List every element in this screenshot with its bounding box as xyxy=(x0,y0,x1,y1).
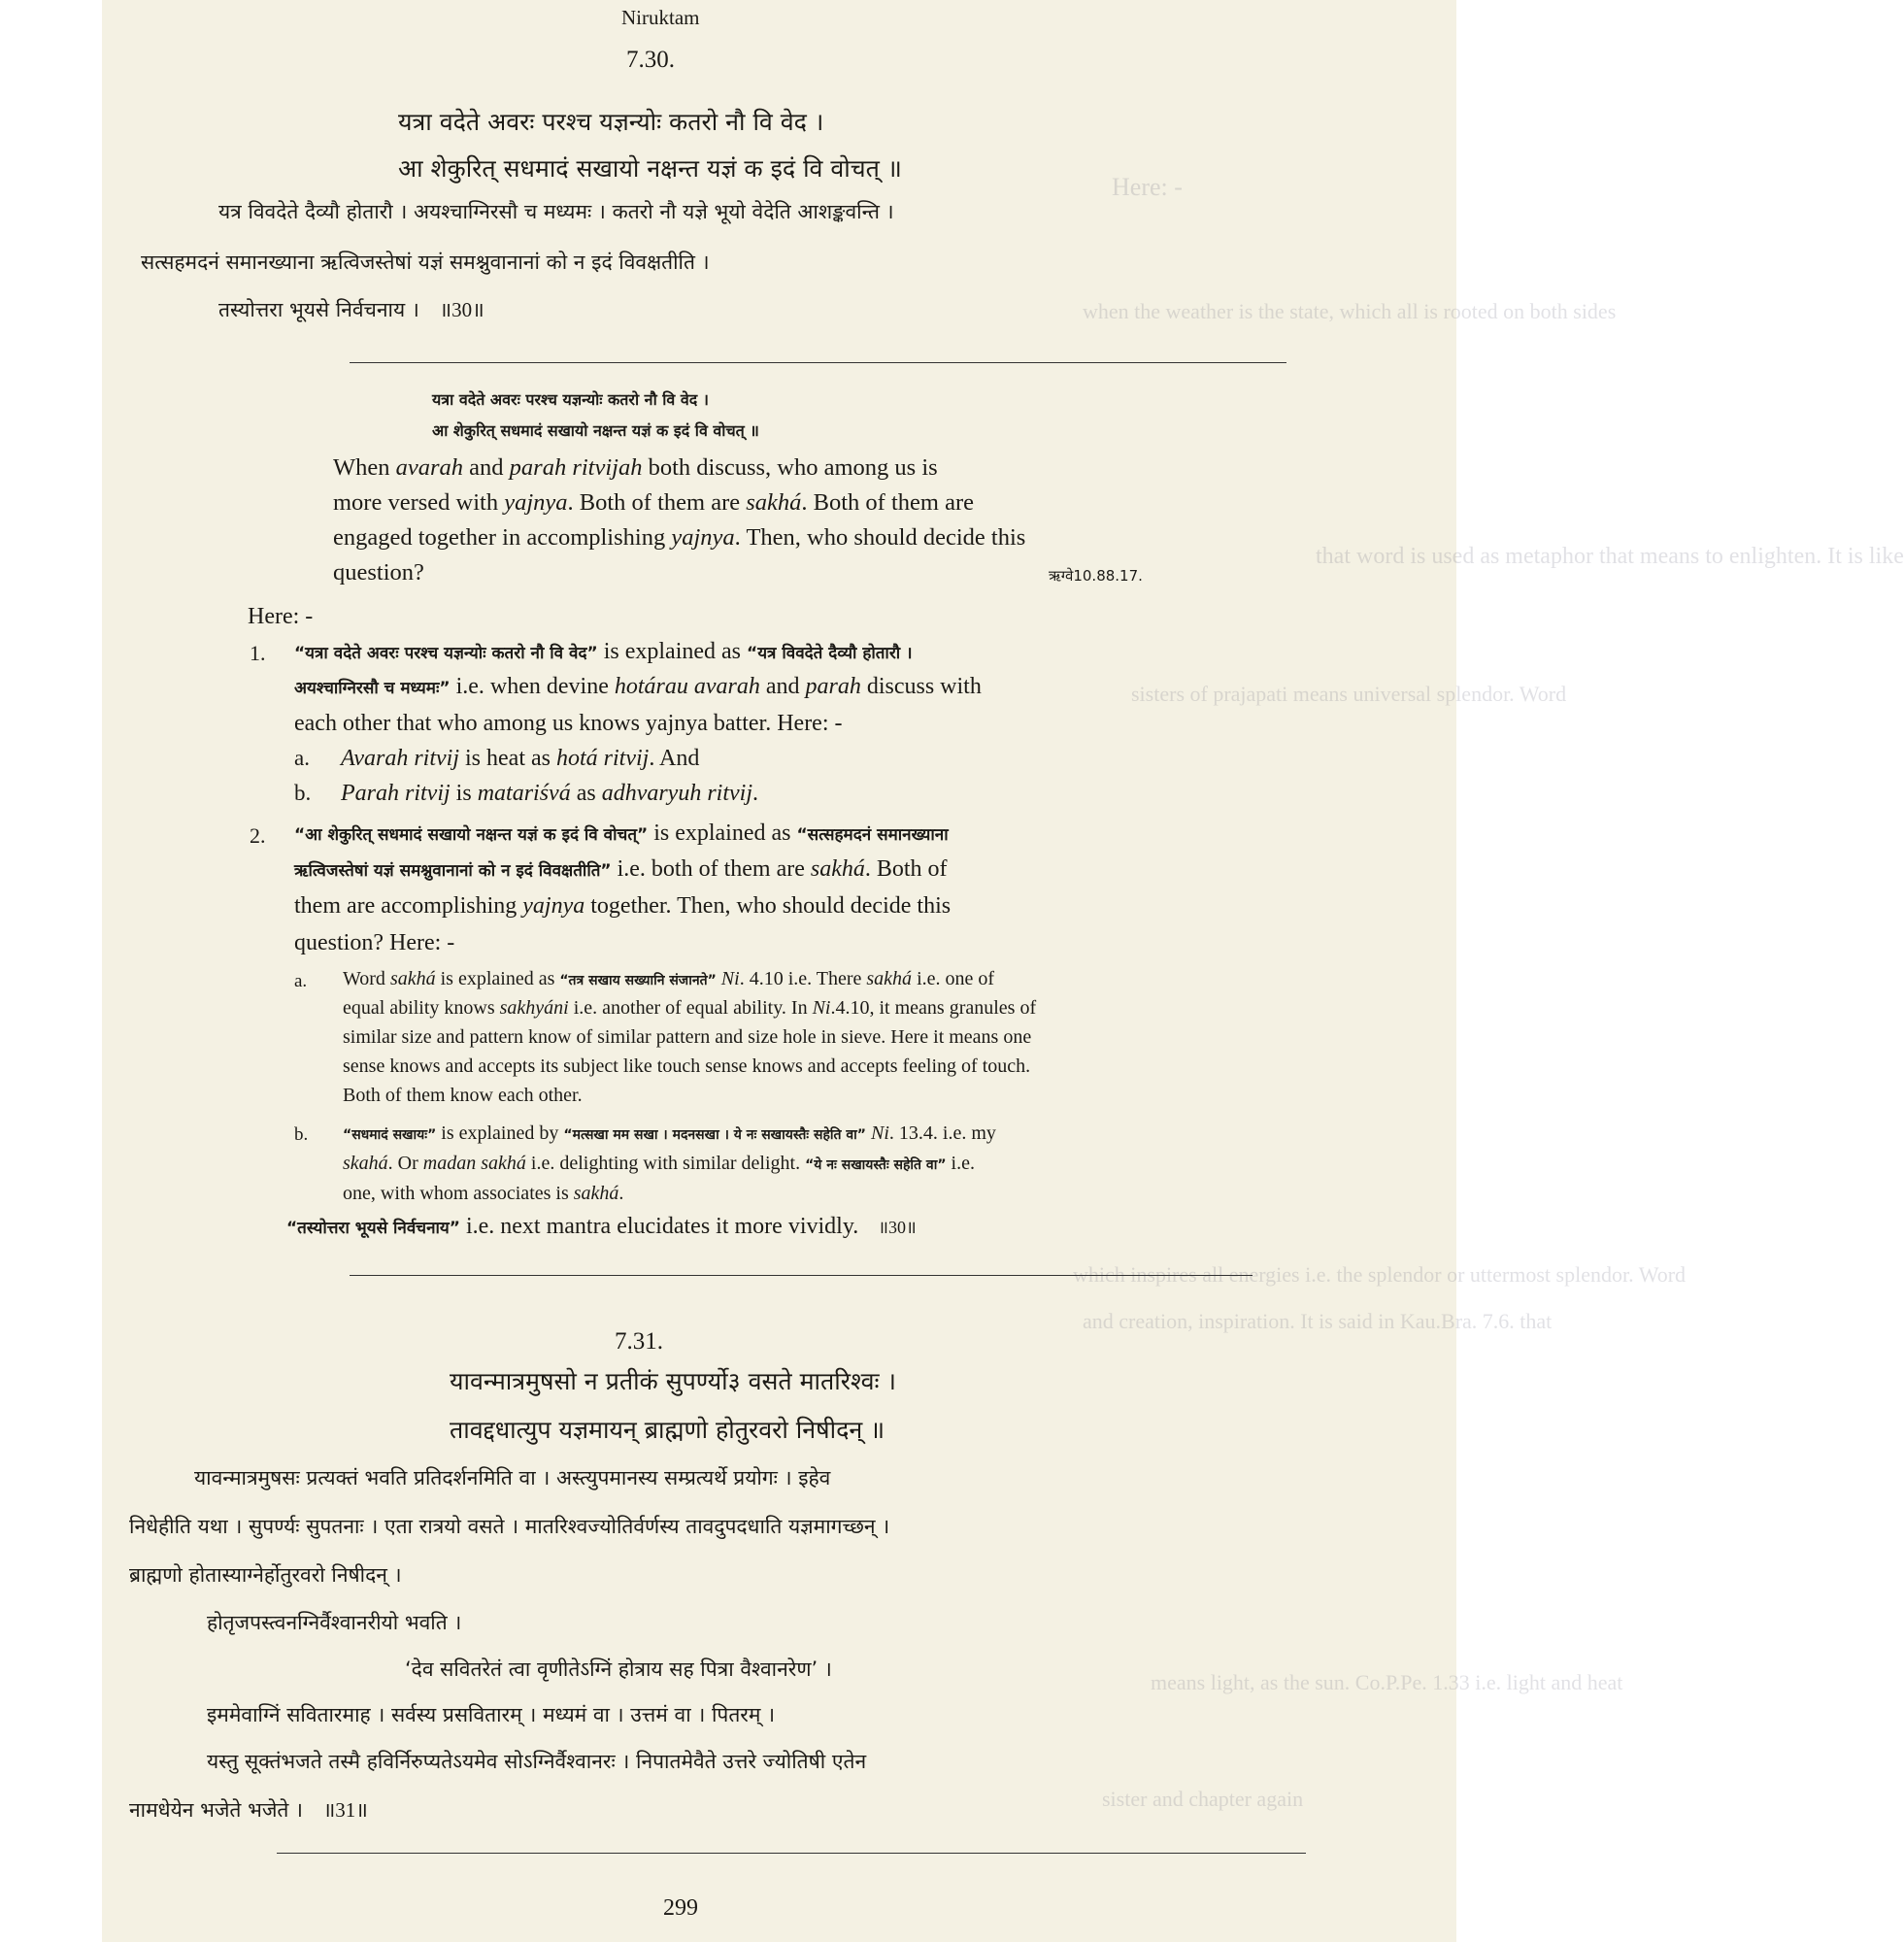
commentary-text: तस्योत्तरा भूयसे निर्वचनाय । xyxy=(218,298,419,321)
list-marker: b. xyxy=(294,1124,309,1145)
note-line: “सधमादं सखायः” is explained by “मत्सखा मम सखा । मदनसखा । ये नः सखायस्तैः सहेति वा” Ni. 13.4. i.e. my xyxy=(343,1122,996,1144)
commentary-line: होतृजपस्त्वनग्निर्वैश्वानरीयो भवति । xyxy=(207,1611,462,1634)
explanation-line: Avarah ritvij is heat as hotá ritvij. And xyxy=(341,746,700,771)
page-sheet xyxy=(102,0,1904,1942)
verse-end-marker: ॥30॥ xyxy=(439,298,484,321)
sanskrit-quote: “आ शेकुरित् सधमादं सखायो नक्षन्त यज्ञं क इदं वि वोचत्” xyxy=(294,825,649,845)
commentary-line: ब्राह्मणो होतास्याग्नेर्होतुरवरो निषीदन् । xyxy=(129,1563,402,1587)
mantra-line: आ शेकुरित् सधमादं सखायो नक्षन्त यज्ञं क इदं वि वोचत् ॥ xyxy=(398,154,902,183)
show-through-line: Here: - xyxy=(1112,173,1183,201)
show-through-line: when the weather is the state, which all is rooted on both sides xyxy=(1083,299,1617,323)
translation-line: When avarah and parah ritvijah both discuss, who among us is xyxy=(333,454,938,481)
translation-line: engaged together in accomplishing yajnya. Then, who should decide this xyxy=(333,524,1026,551)
section-number: 7.31. xyxy=(615,1328,663,1355)
list-marker: b. xyxy=(294,781,312,805)
explanation-line: “आ शेकुरित् सधमादं सखायो नक्षन्त यज्ञं क इदं वि वोचत्” is explained as “सत्सहमदनं समानख्याना xyxy=(294,820,949,846)
quoted-mantra-line: आ शेकुरित् सधमादं सखायो नक्षन्त यज्ञं क इदं वि वोचत् ॥ xyxy=(432,421,759,440)
sanskrit-quote: “सधमादं सखायः” xyxy=(343,1127,437,1143)
note-line: similar size and pattern know of similar pattern and size hole in sieve. Here it means one xyxy=(343,1026,1032,1048)
divider-rule xyxy=(350,1275,1253,1276)
translation-line: more versed with yajnya. Both of them are sakhá. Both of them are xyxy=(333,489,974,516)
commentary-line: यस्तु सूक्तंभजते तस्मै हविर्निरुप्यतेऽयमेव सोऽग्निर्वैश्वानरः । निपातमेवैते उत्तरे ज्योतिषी एतेन xyxy=(207,1750,867,1773)
explanation-line: “यत्रा वदेते अवरः परश्च यज्ञन्योः कतरो नौ वि वेद” is explained as “यत्र विवदेते दैव्यौ होतारौ । xyxy=(294,639,913,664)
note-line: equal ability knows sakhyáni i.e. another of equal ability. In Ni.4.10, it means granules of xyxy=(343,997,1037,1019)
verse-end-marker: ॥31॥ xyxy=(322,1798,368,1822)
running-head: Niruktam xyxy=(621,6,700,29)
sanskrit-quote: “ये नः सखायस्तैः सहेति वा” xyxy=(805,1157,947,1173)
sanskrit-quote: “तत्र सखाय सख्यानि संजानते” xyxy=(559,973,717,988)
sanskrit-quote: ऋत्विजस्तेषां यज्ञं समश्नुवानानां को न इदं विवक्षतीति” xyxy=(294,861,612,881)
commentary-line: इममेवाग्निं सवितारमाह । सर्वस्य प्रसवितारम् । मध्यमं वा । उत्तमं वा । पितरम् । xyxy=(207,1703,776,1726)
mantra-line: तावद्दधात्युप यज्ञमायन् ब्राह्मणो होतुरवरो निषीदन् ॥ xyxy=(450,1416,885,1444)
list-marker: 1. xyxy=(250,641,266,665)
commentary-line: निधेहीति यथा । सुपर्ण्यः सुपतनाः । एता रात्रयो वसते । मातरिश्वज्योतिर्वर्णस्य तावदुपदधाति यज्ञमागच्छन् । xyxy=(129,1515,890,1538)
explanation-line: question? Here: - xyxy=(294,930,455,955)
list-marker: 2. xyxy=(250,823,266,848)
sanskrit-quote: “यत्रा वदेते अवरः परश्च यज्ञन्योः कतरो नौ वि वेद” xyxy=(294,644,598,663)
show-through-line: sister and chapter again xyxy=(1102,1787,1304,1811)
mantra-line: यत्रा वदेते अवरः परश्च यज्ञन्योः कतरो नौ वि वेद । xyxy=(398,108,824,136)
divider-rule xyxy=(277,1853,1306,1854)
rigveda-reference: ऋग्वे10.88.17. xyxy=(1049,567,1143,585)
explanation-line: them are accomplishing yajnya together. Then, who should decide this xyxy=(294,893,952,919)
commentary-line xyxy=(129,1796,368,1824)
explanation-line: each other that who among us knows yajnya batter. Here: - xyxy=(294,711,843,736)
page-number: 299 xyxy=(663,1895,698,1921)
commentary-line: यत्र विवदेते दैव्यौ होतारौ । अयश्चाग्निरसौ च मध्यमः । कतरो नौ यज्ञे भूयो वेदेति आशङ्कवन्ति । xyxy=(218,200,894,223)
commentary-line: यावन्मात्रमुषसः प्रत्यक्तं भवति प्रतिदर्शनमिति वा । अस्त्युपमानस्य सम्प्रत्यर्थे प्रयोगः । इहेव xyxy=(194,1466,831,1490)
explanation-line: अयश्चाग्निरसौ च मध्यमः” i.e. when devine hotárau avarah and parah discuss with xyxy=(294,674,982,699)
explanation-line: ऋत्विजस्तेषां यज्ञं समश्नुवानानां को न इदं विवक्षतीति” i.e. both of them are sakhá. Both of xyxy=(294,856,948,882)
note-line: one, with whom associates is sakhá. xyxy=(343,1183,624,1204)
note-line: sense knows and accepts its subject like touch sense knows and accepts feeling of touch. xyxy=(343,1055,1031,1077)
sanskrit-quote: “यत्र विवदेते दैव्यौ होतारौ । xyxy=(747,644,913,663)
explanation-line: Parah ritvij is matariśvá as adhvaryuh ritvij. xyxy=(341,781,758,806)
closing-line: “तस्योत्तरा भूयसे निर्वचनाय” i.e. next mantra elucidates it more vividly. ॥30॥ xyxy=(286,1214,917,1239)
note-line: Word sakhá is explained as “तत्र सखाय सख्यानि संजानते” Ni. 4.10 i.e. There sakhá i.e. one of xyxy=(343,968,995,989)
sanskrit-quote: “मत्सखा मम सखा । मदनसखा । ये नः सखायस्तैः सहेति वा” xyxy=(563,1127,866,1143)
divider-rule xyxy=(350,362,1286,363)
show-through-line: which inspires all energies i.e. the splendor or uttermost splendor. Word xyxy=(1073,1262,1687,1287)
commentary-line xyxy=(218,296,484,323)
here-label: Here: - xyxy=(248,604,314,629)
show-through-line: that word is used as metaphor that means to enlighten. It is like xyxy=(1316,544,1904,569)
show-through-line: means light, as the sun. Co.P.Pe. 1.33 i.e. light and heat xyxy=(1151,1670,1623,1694)
section-number: 7.30. xyxy=(626,47,675,73)
show-through-line: and creation, inspiration. It is said in Kau.Bra. 7.6. that xyxy=(1083,1309,1553,1333)
translation-line: question? xyxy=(333,559,424,586)
sanskrit-quote: “सत्सहमदनं समानख्याना xyxy=(796,825,949,845)
sanskrit-quote: “तस्योत्तरा भूयसे निर्वचनाय” xyxy=(286,1219,460,1238)
list-marker: a. xyxy=(294,971,308,991)
commentary-text: नामधेयेन भजेते भजेते । xyxy=(129,1798,304,1822)
mantra-line: यावन्मात्रमुषसो न प्रतीकं सुपर्ण्यो३ वसते मातरिश्वः । xyxy=(450,1367,896,1395)
show-through-line: sisters of prajapati means universal splendor. Word xyxy=(1131,682,1567,706)
quoted-mantra-line: यत्रा वदेते अवरः परश्च यज्ञन्योः कतरो नौ वि वेद । xyxy=(432,390,709,409)
commentary-line: ‘देव सवितरेतं त्वा वृणीतेऽग्निं होत्राय सह पित्रा वैश्वानरेण’ । xyxy=(405,1657,832,1681)
sanskrit-quote: अयश्चाग्निरसौ च मध्यमः” xyxy=(294,679,451,698)
note-line: Both of them know each other. xyxy=(343,1085,583,1106)
verse-end-marker: ॥30॥ xyxy=(878,1218,917,1237)
commentary-line: सत्सहमदनं समानख्याना ऋत्विजस्तेषां यज्ञं समश्नुवानानां को न इदं विवक्षतीति । xyxy=(141,251,710,274)
note-line: skahá. Or madan sakhá i.e. delighting with similar delight. “ये नः सखायस्तैः सहेति वा” i.e. xyxy=(343,1153,975,1174)
list-marker: a. xyxy=(294,746,310,770)
